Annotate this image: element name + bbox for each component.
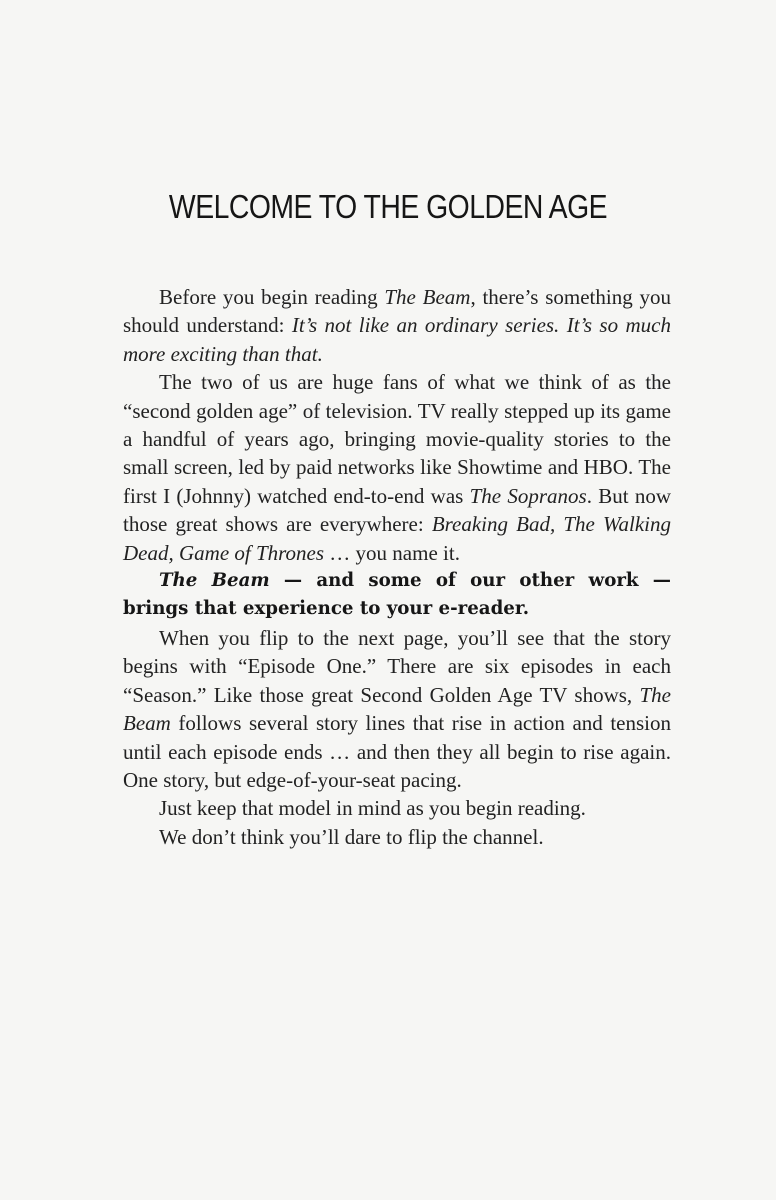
book-title-italic: The Beam <box>123 682 671 736</box>
show-title-italic: The Sopranos <box>469 483 587 508</box>
paragraph-model <box>123 794 671 822</box>
paragraph-text: — and some of our other work — brings that experience to your e-reader. <box>123 570 671 620</box>
paragraph-text: The two of us are huge fans of what we think of as the “second golden age” of television. TV really stepped up its game a handful of years ago, bringing movie-quality stories to the small screen, led by paid networks like Showtime and HBO. The first I (Johnny) watched end-to-end was <box>123 370 671 508</box>
paragraph-text: Before you begin reading <box>159 285 385 309</box>
paragraph-text: … you name it. <box>324 540 460 565</box>
paragraph-golden-age <box>123 368 671 567</box>
emphasis-italic: It’s not like an ordinary series. It’s so much more exciting than that. <box>123 313 672 366</box>
paragraph-text: , there’s something you should understand: <box>123 285 671 338</box>
chapter-title: WELCOME TO THE GOLDEN AGE <box>168 188 608 225</box>
paragraph-bold-statement <box>123 567 671 624</box>
paragraph-text: When you flip to the next page, you’ll see that the story begins with “Episode One.” There are six episodes in each “Season.” Like those great Second Golden Age TV shows, <box>123 625 671 707</box>
book-title-italic: The Beam <box>384 285 471 309</box>
paragraph-intro <box>123 283 671 368</box>
book-title-italic: The Beam <box>159 570 270 592</box>
paragraph-text: Just keep that model in mind as you begin reading. <box>159 796 586 821</box>
paragraph-text: . But now those great shows are everywhere: <box>123 483 671 537</box>
paragraph-closing <box>123 823 671 851</box>
paragraph-episodes <box>123 624 671 794</box>
body-text <box>123 283 671 851</box>
paragraph-text: We don’t think you’ll dare to flip the channel. <box>159 824 544 849</box>
paragraph-text: follows several story lines that rise in action and tension until each episode ends … and then they all begin to rise again. One story, but edge-of-your-seat pacing. <box>123 711 671 792</box>
show-titles-italic: Breaking Bad, The Walking Dead, Game of Thrones <box>123 512 671 565</box>
